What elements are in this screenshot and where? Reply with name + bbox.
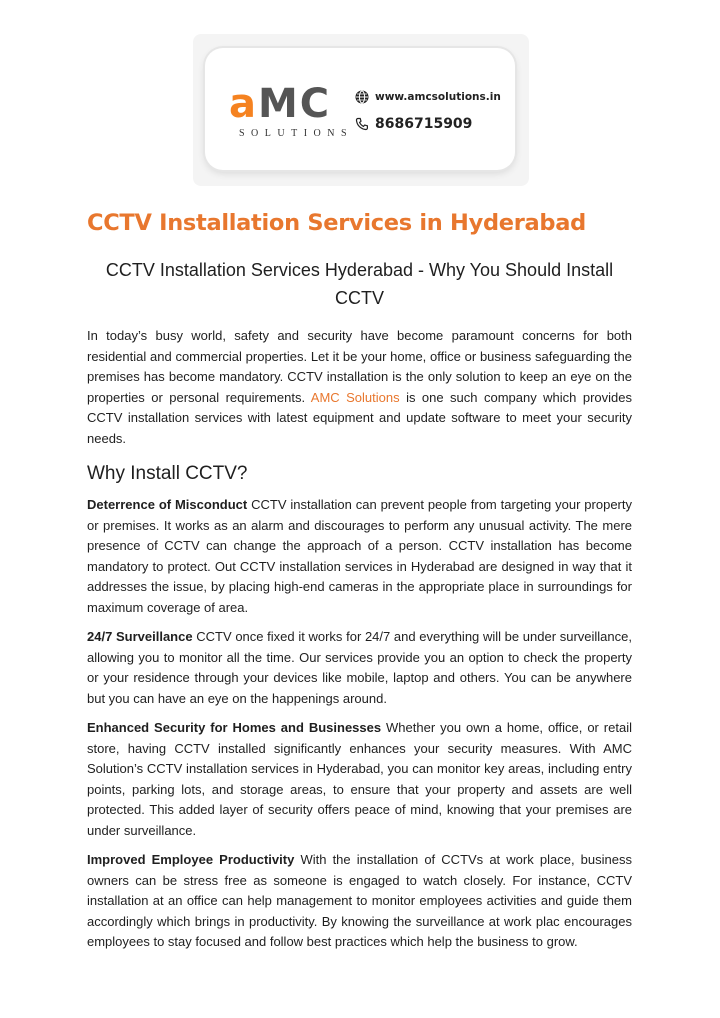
logo-card — [205, 48, 515, 170]
phone-row — [355, 116, 472, 132]
website-row — [355, 90, 501, 104]
intro-text-after: is one such company which provides CCTV installation services with latest equipment and update software to meet your security needs. — [87, 389, 632, 446]
brand-logo-a: a — [229, 81, 258, 127]
point-paragraph — [87, 718, 632, 841]
intro-paragraph — [87, 326, 632, 449]
website-text: www.amcsolutions.in — [375, 91, 501, 103]
page-subtitle: CCTV Installation Services Hyderabad - Why You Should Install CCTV — [105, 260, 614, 308]
point-paragraph — [87, 850, 632, 953]
globe-icon — [355, 90, 369, 104]
point-paragraph — [87, 627, 632, 709]
brand-tagline: SOLUTIONS — [239, 128, 354, 139]
point-text: CCTV installation can prevent people from targeting your property or premises. It works as an alarm and discourages to perform any unusual activity. The mere presence of CCTV can change the approach of a person. CCTV installation has become mandatory to protect. Out CCTV installation services in Hyderabad are designed in way that it addresses the issue, by placing high-end cameras in the appropriate place in surroundings for maximum coverage of area. — [87, 497, 632, 615]
point-text: With the installation of CCTVs at work place, business owners can be stress free as someone is engaged to watch closely. For instance, CCTV installation at an office can help management to monitor employees activities and guide them accordingly which brings in productivity. By knowing the surveillance at work plac encourages employees to stay focused and follow best practices which help the business to grow. — [87, 852, 632, 949]
document-body — [87, 210, 632, 953]
point-title: Deterrence of Misconduct — [87, 497, 248, 512]
page-title: CCTV Installation Services in Hyderabad — [87, 210, 586, 236]
phone-icon — [355, 117, 369, 131]
section-heading: Why Install CCTV? — [87, 463, 248, 484]
point-title: Improved Employee Productivity — [87, 852, 295, 867]
logo-banner — [193, 34, 529, 186]
brand-logo — [229, 81, 332, 127]
point-paragraph — [87, 495, 632, 618]
phone-number: 8686715909 — [375, 116, 473, 132]
intro-text-before: In today’s busy world, safety and security have become paramount concerns for both residential and commercial properties. Let it be your home, office or business safeguarding the premises has become mandatory. CCTV installation is the only solution to keep an eye on the properties or personal requirements. — [87, 328, 632, 405]
point-title: Enhanced Security for Homes and Businesses — [87, 720, 382, 735]
point-title: 24/7 Surveillance — [87, 629, 193, 644]
brand-logo-mc: MC — [258, 81, 332, 127]
amc-solutions-link[interactable]: AMC Solutions — [310, 389, 400, 405]
point-text: Whether you own a home, office, or retail store, having CCTV installed significantly enhances your security measures. With AMC Solution’s CCTV installation services in Hyderabad, you can monitor key areas, including entry points, parking lots, and storage areas, to ensure that your property and assets are well protected. This added layer of security offers peace of mind, knowing that your premises are under surveillance. — [87, 720, 632, 838]
point-text: CCTV once fixed it works for 24/7 and everything will be under surveillance, allowing you to monitor all the time. Our services provide you an option to check the property or your residence through your devices like mobile, laptop and others. You can be anywhere but you can have an eye on the happenings around. — [87, 629, 632, 706]
